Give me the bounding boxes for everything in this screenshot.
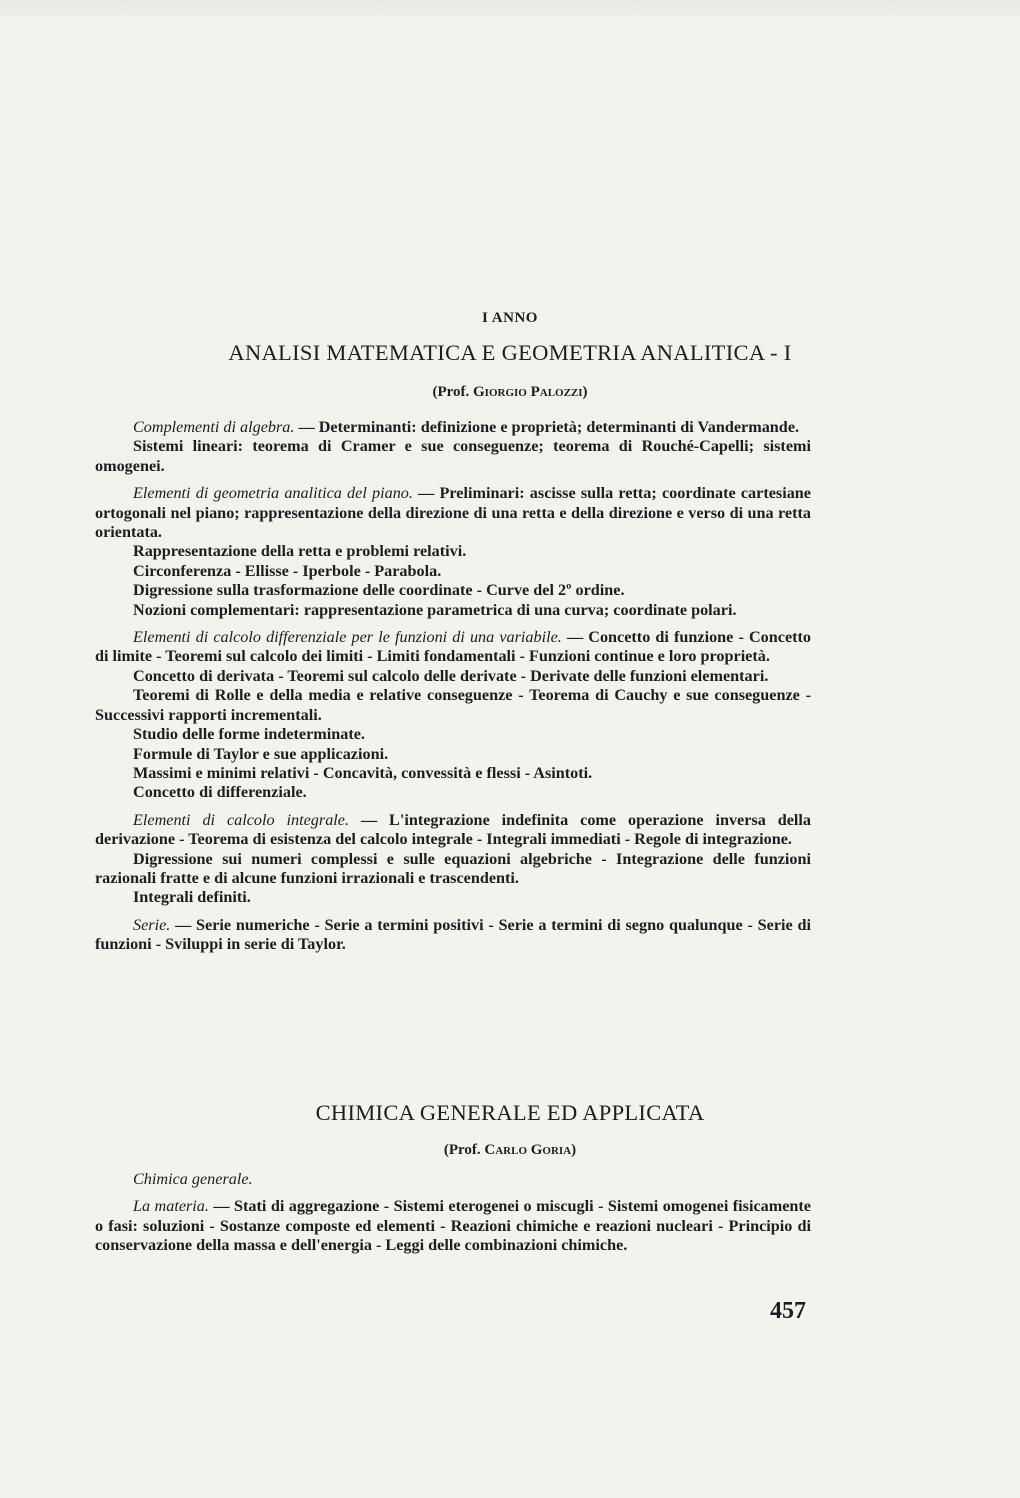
prof-prefix: (Prof. xyxy=(432,384,473,400)
section-line: Digressione sui numeri complessi e sulle equazioni algebriche - Integrazione delle funzioni razionali fratte e di alcune funzioni irrazionali e trascendenti. xyxy=(95,849,811,887)
section-line: Teoremi di Rolle e della media e relative conseguenze - Teorema di Cauchy e sue conseguenze - Successivi rapporti incrementali. xyxy=(95,686,811,724)
subheading-line xyxy=(95,1170,811,1189)
section-line: Digressione sulla trasformazione delle coordinate - Curve del 2º ordine. xyxy=(133,581,625,600)
section-line: Nozioni complementari: rappresentazione parametrica di una curva; coordinate polari. xyxy=(133,600,737,619)
section-paragraph xyxy=(95,628,811,667)
subheading: Chimica generale. xyxy=(133,1170,253,1188)
prof-suffix: ) xyxy=(571,1142,577,1158)
section-paragraph xyxy=(95,916,811,955)
professor-line-chimica xyxy=(0,1142,1020,1159)
section-line: Formule di Taylor e sue applicazioni. xyxy=(133,744,389,763)
section-text: — Stati di aggregazione - Sistemi eterogenei o miscugli - Sistemi omogenei fisicamente o fasi: soluzioni - Sostanze composte ed elementi - Reazioni chimiche e reazioni nucleari - Principio di conservazione della massa e dell'energia - Leggi delle combinazioni chimiche. xyxy=(95,1197,811,1255)
section-text: — Serie numeriche - Serie a termini positivi - Serie a termini di segno qualunque - Serie di funzioni - Sviluppi in serie di Taylor. xyxy=(95,915,812,954)
section-line: Concetto di derivata - Teoremi sul calcolo delle derivate - Derivate delle funzioni elementari. xyxy=(133,666,769,685)
section-text: — Preliminari: ascisse sulla retta; coordinate cartesiane ortogonali nel piano; rappresentazione della direzione di una retta e della direzione e verso di una retta orientata. xyxy=(95,484,811,542)
section-text: — Concetto di funzione - Concetto di limite - Teoremi sul calcolo dei limiti - Limiti fondamentali - Funzioni continue e loro proprietà. xyxy=(95,628,812,666)
section-paragraph xyxy=(95,811,811,850)
section-paragraph xyxy=(95,1197,811,1255)
course-title-analisi: ANALISI MATEMATICA E GEOMETRIA ANALITICA - I xyxy=(228,340,792,365)
professor-line-analisi xyxy=(0,384,1020,401)
section-heading: Elementi di calcolo integrale. xyxy=(133,810,350,829)
prof-prefix: (Prof. xyxy=(443,1142,485,1158)
section-heading: Elementi di calcolo differenziale per le funzioni di una variabile. xyxy=(133,628,562,647)
section-heading: Serie. xyxy=(133,915,171,934)
section-line: Rappresentazione della retta e problemi relativi. xyxy=(133,542,467,561)
prof-suffix: ) xyxy=(582,384,588,400)
section-line: Sistemi lineari: teorema di Cramer e sue conseguenze; teorema di Rouché-Capelli; sistemi omogenei. xyxy=(95,437,811,475)
section-heading: La materia. xyxy=(133,1197,209,1216)
section-line: Concetto di differenziale. xyxy=(133,783,307,802)
year-heading: I ANNO xyxy=(482,310,538,326)
section-line: Massimi e minimi relativi - Concavità, convessità e flessi - Asintoti. xyxy=(133,763,593,782)
course-title-chimica: CHIMICA GENERALE ED APPLICATA xyxy=(315,1100,705,1125)
course-body-chimica xyxy=(95,1170,811,1256)
section-paragraph xyxy=(95,418,811,437)
section-line: Circonferenza - Ellisse - Iperbole - Parabola. xyxy=(133,561,442,580)
prof-name: Giorgio Palozzi xyxy=(473,384,583,400)
section-heading: Elementi di geometria analitica del piano. xyxy=(133,484,413,503)
section-heading: Complementi di algebra. xyxy=(133,418,295,436)
page-number: 457 xyxy=(770,1298,806,1324)
course-body-analisi xyxy=(95,418,811,955)
prof-name: Carlo Goria xyxy=(484,1142,572,1158)
section-line: Studio delle forme indeterminate. xyxy=(133,725,365,744)
section-text: — L'integrazione indefinita come operazione inversa della derivazione - Teorema di esistenza del calcolo integrale - Integrali immediati - Regole di integrazione. xyxy=(95,810,811,849)
section-text: — Determinanti: definizione e proprietà; determinanti di Vandermande. xyxy=(298,418,800,436)
section-line: Integrali definiti. xyxy=(133,888,251,907)
section-paragraph xyxy=(95,484,811,542)
